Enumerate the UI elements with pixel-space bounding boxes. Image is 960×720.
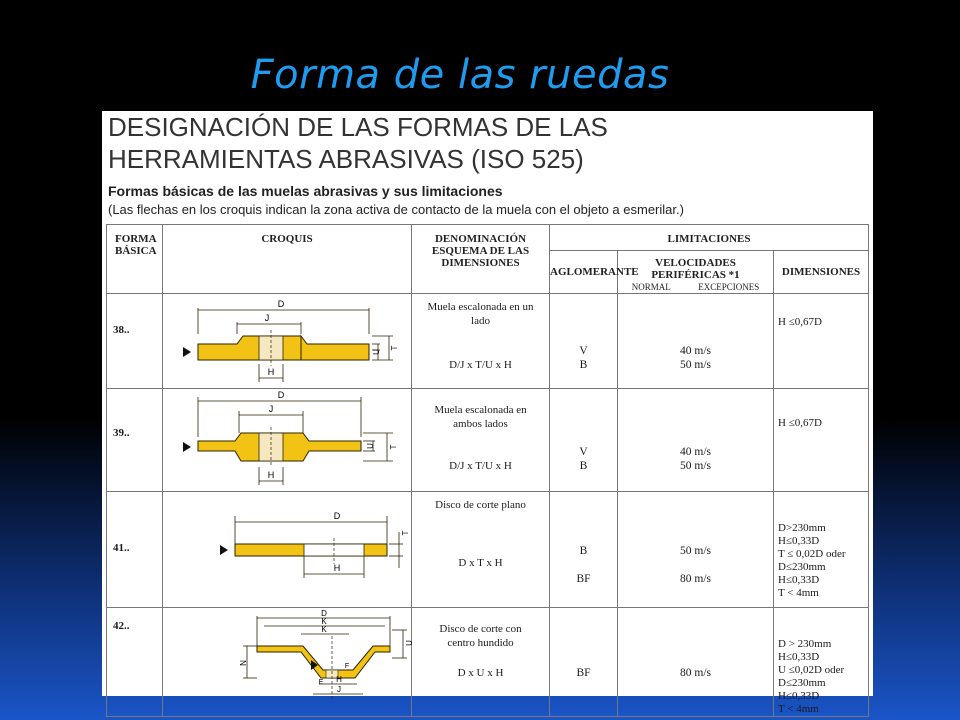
header-velocidades	[618, 251, 774, 294]
sketch-38-label-j: J	[264, 313, 270, 323]
document-title-line-1: DESIGNACIÓN DE LAS FORMAS DE LAS	[108, 112, 608, 142]
row-aglomerante-1: B	[579, 545, 588, 557]
row-velocidad-1: 40 m/s	[680, 345, 711, 357]
row-velocidad-2: 50 m/s	[680, 460, 711, 472]
row-dimension-3: D≤230mm H≤0,33D	[778, 561, 826, 586]
header-denominacion-line-3: DIMENSIONES	[441, 257, 520, 269]
row-dimensiones	[774, 492, 869, 608]
row-formula: D/J x T/U x H	[449, 460, 512, 472]
row-formula: D x T x H	[458, 557, 503, 569]
row-denominacion-line-1: Disco de corte con	[439, 623, 522, 635]
row-denominacion-line-1: Muela escalonada en un	[427, 301, 534, 313]
sketch-38-label-h: H	[267, 367, 275, 377]
row-forma: 38..	[107, 294, 163, 389]
sketch-42-label-h: H	[336, 675, 342, 684]
row-aglomerante	[550, 294, 618, 389]
row-dimensiones	[774, 294, 869, 389]
row-croquis	[163, 294, 412, 389]
table-row	[107, 389, 869, 492]
sketch-42-label-k2: K	[321, 625, 327, 634]
document-subtitle: Formas básicas de las muelas abrasivas y sus limitaciones	[108, 183, 503, 199]
row-forma: 42..	[107, 608, 163, 717]
header-croquis-label: CROQUIS	[261, 233, 313, 245]
sketch-41-label-h: H	[333, 563, 341, 573]
row-denominacion-line-2: centro hundido	[447, 637, 514, 649]
row-aglomerante-1: V	[579, 446, 588, 458]
row-croquis	[163, 389, 412, 492]
slide-title: Forma de las ruedas	[250, 52, 670, 98]
header-forma-line-1: FORMA	[115, 233, 157, 245]
row-denominacion	[412, 294, 550, 389]
header-velocidades-sub	[618, 281, 773, 293]
sketch-39-label-t: T	[389, 444, 398, 450]
row-dimension-2: U ≤0,02D oder	[778, 664, 845, 676]
row-aglomerante	[550, 608, 618, 717]
row-denominacion	[412, 492, 550, 608]
sketch-38	[163, 294, 412, 385]
sketch-41-label-t: T	[401, 530, 410, 536]
sketch-41-label-d: D	[333, 511, 341, 521]
header-croquis	[163, 225, 412, 294]
sketch-42-label-d: D	[321, 609, 327, 618]
row-croquis	[163, 608, 412, 717]
header-forma	[107, 225, 163, 294]
sketch-39-label-u: U	[366, 443, 375, 449]
sketch-39	[163, 389, 412, 488]
row-denominacion-line-2: lado	[471, 315, 490, 327]
document-title	[108, 111, 868, 175]
row-denominacion-line-1: Disco de corte plano	[435, 499, 526, 511]
sketch-39-label-j: J	[268, 404, 274, 414]
row-dimensiones	[774, 608, 869, 717]
header-denominacion-line-1: DENOMINACIÓN	[434, 233, 527, 245]
row-velocidad	[618, 608, 774, 717]
header-aglomerante-label: AGLOMERANTE	[550, 266, 639, 278]
row-dimension-1: H ≤0,67D	[778, 417, 822, 429]
row-formula: D x U x H	[457, 667, 504, 679]
sketch-42-label-e: E	[318, 679, 324, 686]
header-denominacion	[412, 225, 550, 294]
row-denominacion	[412, 608, 550, 717]
sketch-38-label-d: D	[277, 299, 285, 309]
header-velocidades-label: VELOCIDADES PERIFÉRICAS *1	[651, 257, 740, 281]
row-croquis	[163, 492, 412, 608]
row-velocidad-2: 80 m/s	[680, 573, 711, 585]
row-dimension-1: D > 230mm H≤0,33D	[778, 638, 832, 663]
row-velocidad-1: 40 m/s	[680, 446, 711, 458]
shapes-table	[106, 224, 869, 717]
row-dimension-1: H ≤0,67D	[778, 316, 822, 328]
row-velocidad	[618, 389, 774, 492]
row-aglomerante	[550, 389, 618, 492]
document-page	[102, 111, 873, 715]
row-aglomerante-2: BF	[576, 573, 591, 585]
row-dimension-2: T ≤ 0,02D oder	[778, 548, 846, 560]
row-aglomerante	[550, 492, 618, 608]
table-row	[107, 492, 869, 608]
sketch-42-label-u: U	[405, 640, 414, 646]
header-limitaciones	[550, 225, 869, 251]
sketch-42	[163, 608, 412, 706]
row-aglomerante-1: V	[579, 345, 588, 357]
row-velocidad-1: 80 m/s	[680, 667, 711, 679]
row-velocidad	[618, 294, 774, 389]
row-dimension-1: D>230mm H≤0,33D	[778, 522, 826, 547]
row-denominacion	[412, 389, 550, 492]
sketch-42-label-n: N	[239, 660, 248, 666]
row-forma: 41..	[107, 492, 163, 608]
sketch-41	[163, 492, 412, 604]
sketch-42-label-f: F	[344, 663, 350, 670]
sketch-39-label-d: D	[277, 390, 285, 400]
sketch-42-label-j: J	[337, 685, 341, 694]
row-denominacion-line-1: Muela escalonada en	[434, 404, 527, 416]
row-forma: 39..	[107, 389, 163, 492]
sketch-39-label-h: H	[267, 470, 275, 480]
row-aglomerante-2: B	[579, 359, 588, 371]
header-dimensiones-label: DIMENSIONES	[781, 266, 861, 278]
table-header-row	[107, 225, 869, 251]
header-limitaciones-label: LIMITACIONES	[667, 233, 751, 245]
document-note: (Las flechas en los croquis indican la zona activa de contacto de la muela con el objeto a esmerilar.)	[108, 202, 684, 217]
row-dimension-4: T < 4mm	[778, 587, 819, 599]
header-excepciones: EXCEPCIONES	[698, 282, 760, 292]
row-formula: D/J x T/U x H	[449, 359, 512, 371]
row-dimension-3: D≤230mm H≤0,33D	[778, 677, 826, 702]
document-title-line-2: HERRAMIENTAS ABRASIVAS (ISO 525)	[108, 144, 584, 174]
row-dimensiones	[774, 389, 869, 492]
sketch-38-label-t: T	[390, 345, 399, 351]
header-dimensiones	[774, 251, 869, 294]
row-velocidad	[618, 492, 774, 608]
sketch-38-label-u: U	[372, 349, 381, 355]
header-aglomerante	[550, 251, 639, 294]
row-dimension-4: T < 4mm	[778, 703, 819, 715]
row-velocidad-2: 50 m/s	[680, 359, 711, 371]
row-velocidad-1: 50 m/s	[680, 545, 711, 557]
row-aglomerante-1: BF	[576, 667, 591, 679]
header-denominacion-line-2: ESQUEMA DE LAS	[431, 245, 530, 257]
table-row	[107, 608, 869, 717]
table-row	[107, 294, 869, 389]
header-forma-line-2: BÁSICA	[115, 245, 157, 257]
row-aglomerante-2: B	[579, 460, 588, 472]
row-denominacion-line-2: ambos lados	[453, 418, 508, 430]
header-normal: NORMAL	[631, 282, 671, 292]
sketch-42-label-k: K	[321, 617, 327, 626]
